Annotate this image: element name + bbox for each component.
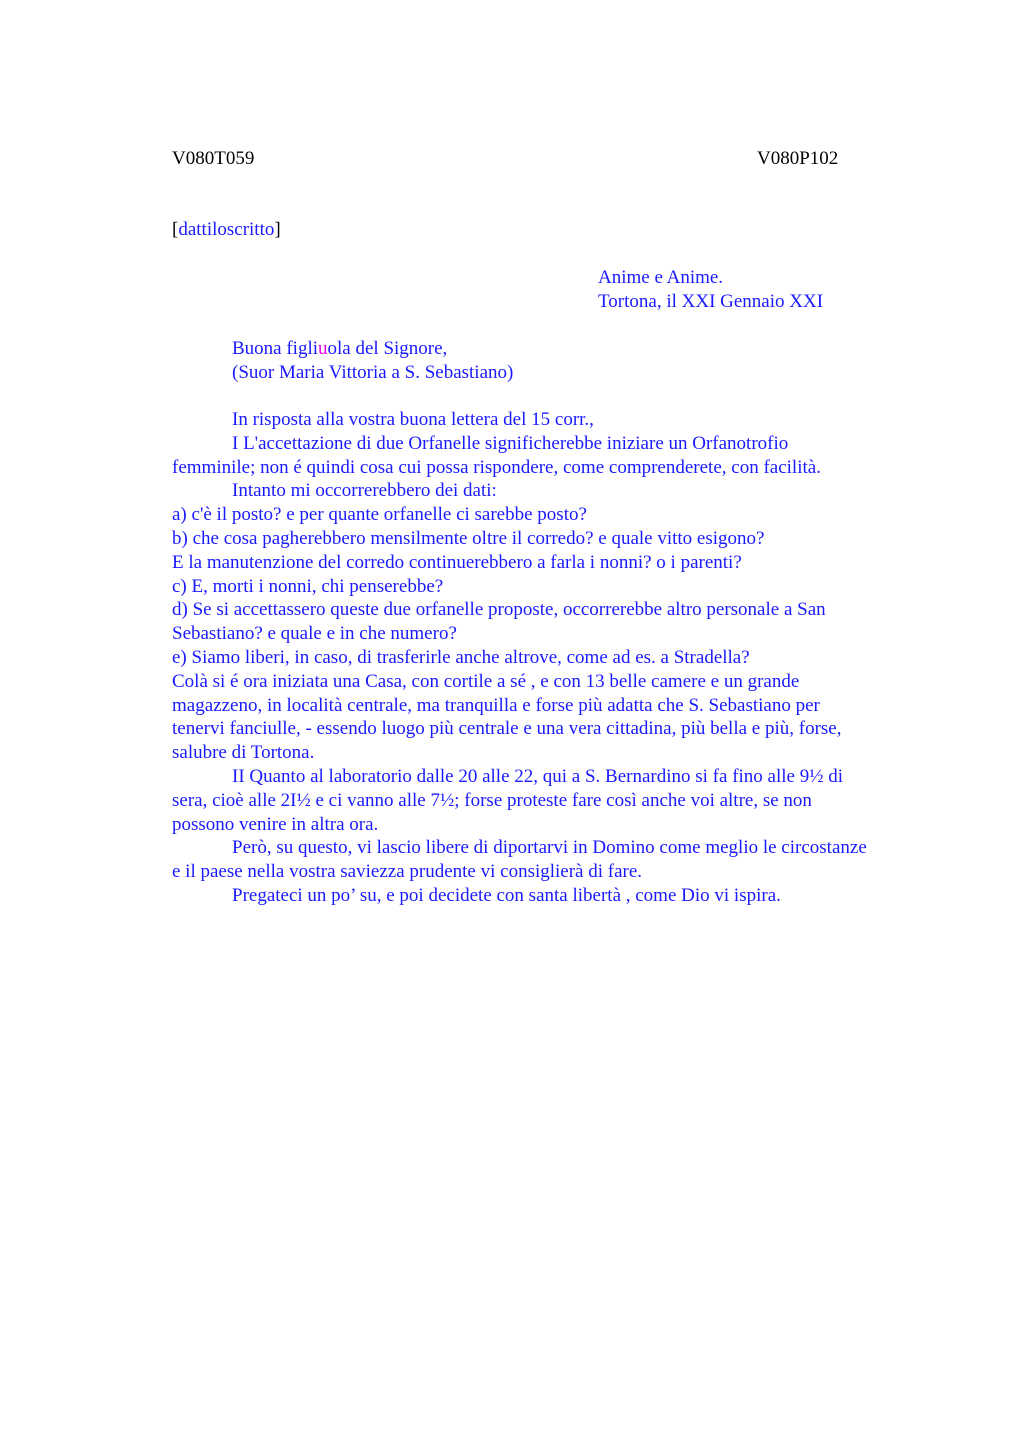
document-code-left: V080T059 [172, 148, 255, 169]
body-line: magazzeno, in località centrale, ma tranquilla e forse più adatta che S. Sebastiano per [172, 694, 820, 716]
body-line: e il paese nella vostra saviezza prudente vi consiglierà di fare. [172, 861, 643, 883]
body-line: tenervi fanciulle, - essendo luogo più centrale e una vera cittadina, più bella e più, forse, [172, 718, 842, 740]
note-text: dattiloscritto [178, 219, 275, 240]
body-line: a) c'è il posto? e per quante orfanelle ci sarebbe posto? [172, 504, 587, 526]
body-line: e) Siamo liberi, in caso, di trasferirle anche altrove, come ad es. a Stradella? [172, 646, 750, 668]
body-line: Intanto mi occorrerebbero dei dati: [232, 480, 497, 502]
note-close-bracket: ] [274, 219, 281, 240]
body-line: II Quanto al laboratorio dalle 20 alle 22, qui a S. Bernardino si fa fino alle 9½ di [232, 765, 843, 787]
body-line: c) E, morti i nonni, chi penserebbe? [172, 575, 444, 597]
body-line: Però, su questo, vi lascio libere di diportarvi in Domino come meglio le circostanze [232, 837, 867, 859]
body-line: sera, cioè alle 2I½ e ci vanno alle 7½; forse proteste fare così anche voi altre, se non [172, 789, 812, 811]
typescript-note [172, 218, 281, 241]
salutation-line-1 [232, 337, 513, 361]
salutation-part-2: ola del Signore, [327, 338, 448, 359]
body-line: In risposta alla vostra buona lettera del 15 corr., [232, 409, 594, 430]
body-line: Colà si é ora iniziata una Casa, con cortile a sé , e con 13 belle camere e un grande [172, 670, 800, 692]
body-line: E la manutenzione del corredo continuerebbero a farla i nonni? o i parenti? [172, 551, 742, 573]
salutation [232, 337, 513, 385]
salutation-highlight: u [318, 338, 328, 359]
document-code-right: V080P102 [757, 148, 839, 169]
body-line: I L'accettazione di due Orfanelle significherebbe iniziare un Orfanotrofio [232, 432, 789, 454]
letter-body [172, 408, 924, 908]
note-open-bracket: [ [172, 219, 179, 240]
body-line: b) che cosa pagherebbero mensilmente oltre il corredo? e quale vitto esigono? [172, 527, 765, 549]
letter-heading [598, 266, 823, 314]
body-line: femminile; non é quindi cosa cui possa rispondere, come comprenderete, con facilità. [172, 456, 821, 478]
salutation-line-2: (Suor Maria Vittoria a S. Sebastiano) [232, 362, 514, 383]
body-line: Sebastiano? e quale e in che numero? [172, 623, 457, 645]
body-line: possono venire in altra ora. [172, 813, 379, 835]
body-line: Pregateci un po’ su, e poi decidete con santa libertà , come Dio vi ispira. [232, 884, 781, 906]
motto: Anime e Anime. [598, 267, 724, 288]
body-line: salubre di Tortona. [172, 742, 315, 764]
place-date: Tortona, il XXI Gennaio XXI [598, 291, 824, 312]
salutation-part-1: Buona figli [232, 338, 319, 359]
body-line: d) Se si accettassero queste due orfanelle proposte, occorrerebbe altro personale a San [172, 599, 826, 621]
